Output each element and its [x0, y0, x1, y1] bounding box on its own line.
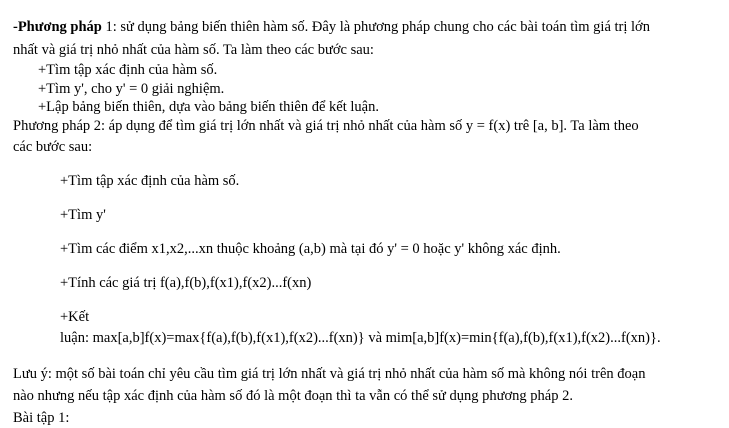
method1-step-3: +Lập bảng biến thiên, dựa vào bảng biến thiên để kết luận. — [38, 99, 379, 115]
method2-line2: các bước sau: — [13, 139, 93, 155]
partial-next-text: Bài tập 1: — [13, 410, 70, 426]
method1-heading: -Phương pháp — [13, 19, 102, 35]
method1-step-1: +Tìm tập xác định của hàm số. — [38, 62, 218, 78]
method2-step-2: +Tìm y' — [60, 207, 106, 223]
method2-step-5: +Kết — [60, 309, 90, 325]
method2-step-3: +Tìm các điểm x1,x2,...xn thuộc khoảng (a,b) mà tại đó y' = 0 hoặc y' không xác định. — [60, 241, 561, 257]
method2-conclusion: luận: max[a,b]f(x)=max{f(a),f(b),f(x1),f(x2)...f(xn)} và mim[a,b]f(x)=min{f(a),f(b),f(x1),f(x2)...f(xn)}. — [60, 330, 661, 346]
method1-text: 1: sử dụng bảng biến thiên hàm số. Đây là phương pháp chung cho các bài toán tìm giá trị lớn — [101, 19, 650, 35]
note-line2: nào nhưng nếu tập xác định của hàm số đó là một đoạn thì ta vẫn có thể sử dụng phương pháp 2. — [13, 388, 573, 404]
method2-step-1: +Tìm tập xác định của hàm số. — [60, 173, 240, 189]
method2-line1: Phương pháp 2: áp dụng để tìm giá trị lớn nhất và giá trị nhỏ nhất của hàm số y = f(x) trê [a, b]. Ta làm theo — [13, 118, 639, 134]
partial-next-line — [13, 410, 103, 428]
method2-step-4: +Tính các giá trị f(a),f(b),f(x1),f(x2)...f(xn) — [60, 275, 312, 291]
method1-step-2: +Tìm y', cho y' = 0 giải nghiệm. — [38, 81, 225, 97]
method1-line2: nhất và giá trị nhỏ nhất của hàm số. Ta làm theo các bước sau: — [13, 42, 374, 58]
note-line1: Lưu ý: một số bài toán chỉ yêu cầu tìm giá trị lớn nhất và giá trị nhỏ nhất của hàm số mà không nói trên đoạn — [13, 366, 646, 382]
method1-line1 — [13, 17, 650, 37]
